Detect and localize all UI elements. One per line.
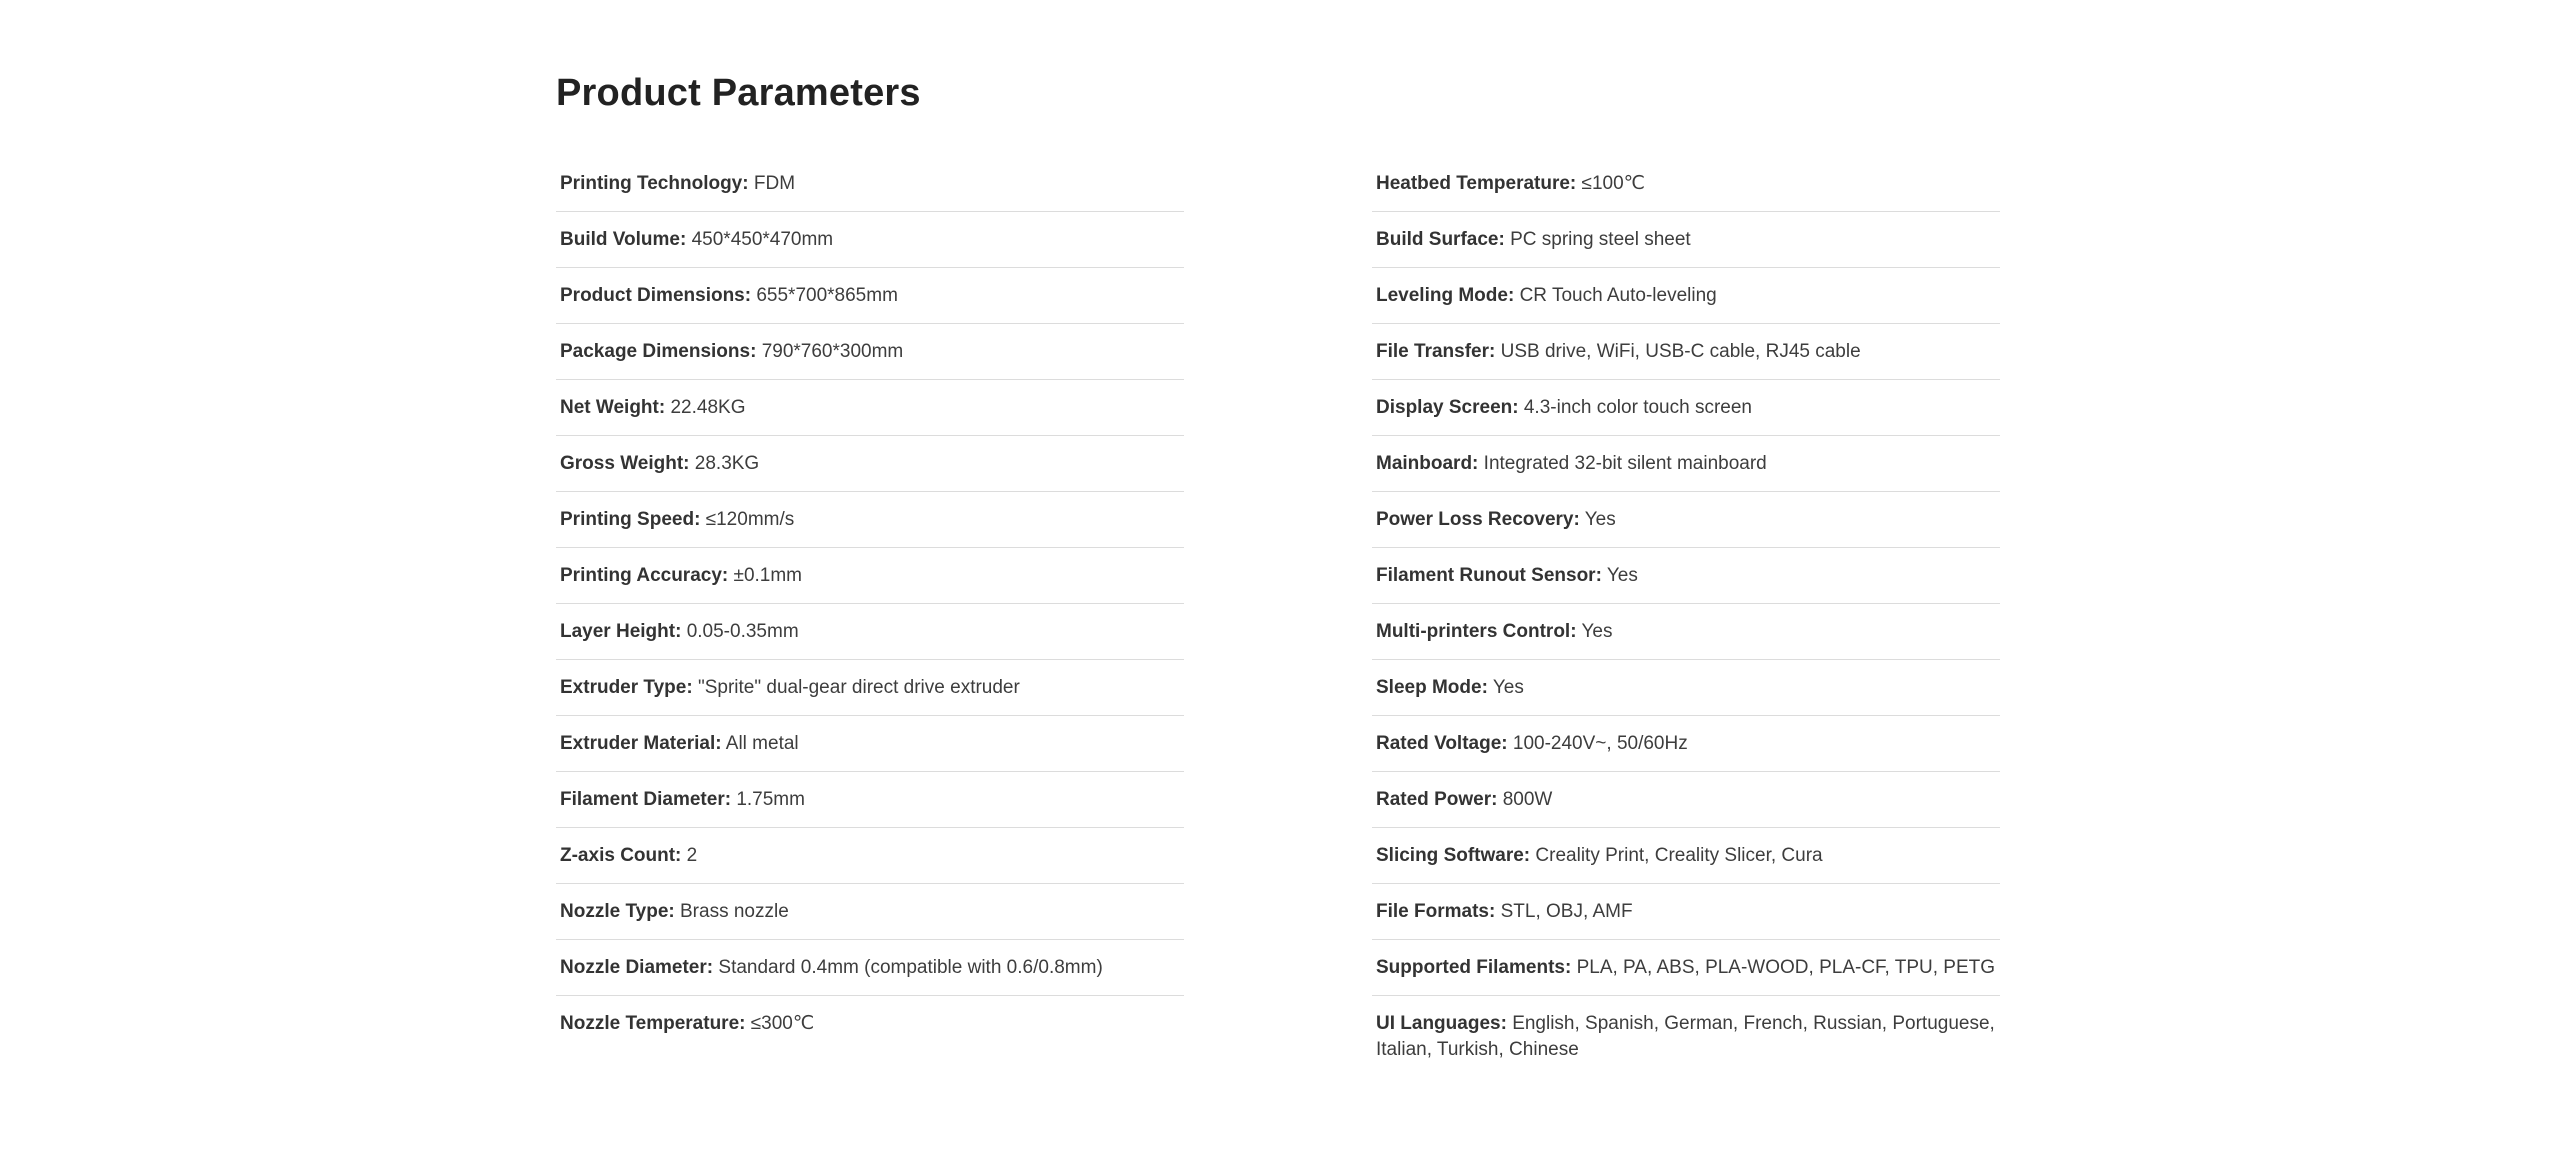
param-value: 790*760*300mm (761, 341, 904, 362)
param-value: 0.05-0.35mm (686, 621, 799, 642)
param-row (556, 940, 1184, 996)
param-value: All metal (725, 733, 799, 754)
param-label: File Formats: (1376, 901, 1496, 922)
param-row (556, 268, 1184, 324)
param-value: ±0.1mm (733, 565, 803, 586)
param-value: USB drive, WiFi, USB-C cable, RJ45 cable (1500, 341, 1861, 362)
param-row (1372, 716, 2000, 772)
param-row (1372, 604, 2000, 660)
param-row (556, 884, 1184, 940)
param-value: ≤120mm/s (705, 509, 795, 530)
param-value: English, Spanish, German, French, Russian, Portuguese, Italian, Turkish, Chinese (1376, 1013, 1995, 1060)
parameters-right-column (1372, 156, 2000, 1063)
param-value: Creality Print, Creality Slicer, Cura (1535, 845, 1823, 866)
param-label: Rated Voltage: (1376, 733, 1508, 754)
param-value: 4.3-inch color touch screen (1523, 397, 1752, 418)
param-row (556, 492, 1184, 548)
param-value: 100-240V~, 50/60Hz (1512, 733, 1688, 754)
param-label: Printing Technology: (560, 173, 749, 194)
param-label: Nozzle Diameter: (560, 957, 714, 978)
param-label: Build Surface: (1376, 229, 1505, 250)
param-value: Integrated 32-bit silent mainboard (1483, 453, 1767, 474)
param-row (556, 716, 1184, 772)
product-parameters-section (556, 70, 2000, 1060)
param-row (1372, 996, 2000, 1063)
param-label: Nozzle Type: (560, 901, 675, 922)
parameters-grid (556, 156, 2000, 1063)
param-row (1372, 548, 2000, 604)
param-label: File Transfer: (1376, 341, 1496, 362)
param-row (1372, 324, 2000, 380)
param-label: Heatbed Temperature: (1376, 173, 1577, 194)
param-value: STL, OBJ, AMF (1500, 901, 1633, 922)
param-value: 655*700*865mm (756, 285, 898, 306)
param-row (556, 548, 1184, 604)
param-label: Nozzle Temperature: (560, 1013, 746, 1034)
param-row (1372, 268, 2000, 324)
param-value: "Sprite" dual-gear direct drive extruder (697, 677, 1020, 698)
param-value: 450*450*470mm (691, 229, 834, 250)
param-label: Display Screen: (1376, 397, 1519, 418)
param-row (1372, 212, 2000, 268)
param-row (1372, 156, 2000, 212)
param-row (556, 604, 1184, 660)
param-value: Yes (1584, 509, 1616, 530)
param-label: Layer Height: (560, 621, 682, 642)
param-label: Package Dimensions: (560, 341, 757, 362)
param-label: Extruder Material: (560, 733, 722, 754)
param-value: 1.75mm (736, 789, 805, 810)
param-label: Mainboard: (1376, 453, 1479, 474)
param-row (1372, 940, 2000, 996)
param-label: Sleep Mode: (1376, 677, 1488, 698)
param-row (556, 660, 1184, 716)
param-row (1372, 492, 2000, 548)
param-row (1372, 380, 2000, 436)
param-value: 22.48KG (670, 397, 746, 418)
param-value: 2 (686, 845, 698, 866)
param-row (556, 156, 1184, 212)
param-row (1372, 660, 2000, 716)
param-row (1372, 436, 2000, 492)
param-value: PC spring steel sheet (1510, 229, 1691, 250)
param-row (556, 436, 1184, 492)
param-label: Net Weight: (560, 397, 666, 418)
param-row (556, 772, 1184, 828)
param-label: Z-axis Count: (560, 845, 682, 866)
param-label: Gross Weight: (560, 453, 690, 474)
parameters-left-column (556, 156, 1184, 1063)
param-value: Standard 0.4mm (compatible with 0.6/0.8mm) (718, 957, 1103, 978)
param-label: Printing Speed: (560, 509, 701, 530)
param-value: Yes (1492, 677, 1524, 698)
param-row (556, 212, 1184, 268)
param-row (1372, 884, 2000, 940)
param-value: 28.3KG (694, 453, 760, 474)
param-label: Power Loss Recovery: (1376, 509, 1580, 530)
param-value: Brass nozzle (680, 901, 789, 922)
param-value: Yes (1581, 621, 1613, 642)
param-label: Multi-printers Control: (1376, 621, 1577, 642)
param-value: 800W (1502, 789, 1553, 810)
param-value: PLA, PA, ABS, PLA-WOOD, PLA-CF, TPU, PETG (1576, 957, 1996, 978)
param-row (556, 828, 1184, 884)
param-row (556, 996, 1184, 1037)
param-label: Rated Power: (1376, 789, 1498, 810)
param-value: CR Touch Auto-leveling (1519, 285, 1717, 306)
param-value: FDM (753, 173, 796, 194)
param-row (1372, 828, 2000, 884)
param-label: Slicing Software: (1376, 845, 1531, 866)
param-label: UI Languages: (1376, 1013, 1507, 1034)
param-value: ≤100℃ (1581, 173, 1646, 194)
param-row (556, 380, 1184, 436)
param-label: Printing Accuracy: (560, 565, 729, 586)
param-label: Extruder Type: (560, 677, 693, 698)
param-value: ≤300℃ (750, 1013, 815, 1034)
param-label: Leveling Mode: (1376, 285, 1515, 306)
param-row (1372, 772, 2000, 828)
param-label: Product Dimensions: (560, 285, 752, 306)
param-row (556, 324, 1184, 380)
param-value: Yes (1606, 565, 1638, 586)
page-title: Product Parameters (556, 72, 921, 114)
param-label: Filament Diameter: (560, 789, 732, 810)
param-label: Filament Runout Sensor: (1376, 565, 1602, 586)
param-label: Supported Filaments: (1376, 957, 1572, 978)
param-label: Build Volume: (560, 229, 687, 250)
